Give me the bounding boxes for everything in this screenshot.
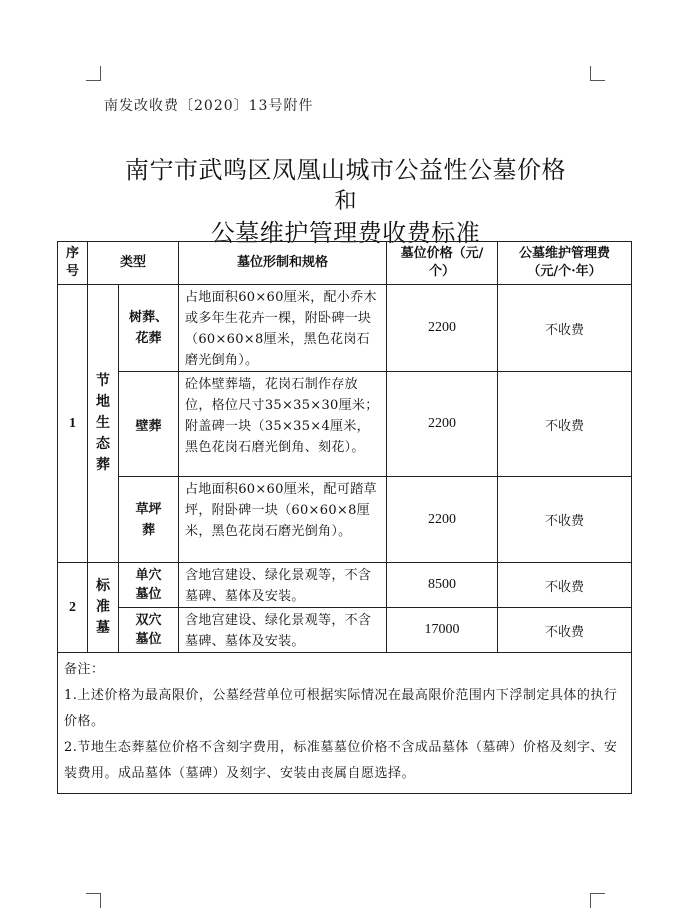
header-price: 墓位价格（元/个） — [387, 242, 498, 285]
document-title-line-2: 和 — [334, 189, 357, 214]
row-subtype: 双穴墓位 — [119, 608, 179, 653]
notes-cell — [58, 653, 632, 794]
row-price: 2200 — [387, 477, 498, 563]
crop-mark-bottom-right — [590, 893, 605, 908]
table-row — [58, 563, 632, 608]
row-price: 17000 — [387, 608, 498, 653]
header-spec: 墓位形制和规格 — [179, 242, 387, 285]
notes-heading: 备注： — [64, 662, 105, 677]
row-subtype: 壁葬 — [119, 372, 179, 477]
note-item: 2.节地生态葬墓位价格不含刻字费用，标准墓墓位价格不含成品墓体（墓碑）价格及刻字、安装费用。成品墓体（墓碑）及刻字、安装由丧属自愿选择。 — [64, 740, 618, 781]
row-spec: 占地面积60×60厘米，配小乔木或多年生花卉一棵，附卧碑一块（60×60×8厘米，黑色花岗石磨光倒角）。 — [179, 285, 387, 372]
crop-mark-top-right — [590, 66, 605, 81]
table-header-row — [58, 242, 632, 285]
group-seq: 2 — [58, 563, 88, 653]
crop-mark-bottom-left — [86, 893, 101, 908]
attachment-label: 南发改收费〔2020〕13号附件 — [104, 98, 314, 114]
row-spec: 含地宫建设、绿化景观等，不含墓碑、墓体及安装。 — [179, 563, 387, 608]
document-title-line-3: 公墓维护管理费收费标准 — [210, 219, 481, 247]
header-type: 类型 — [88, 242, 179, 285]
row-price: 2200 — [387, 285, 498, 372]
table-row — [58, 477, 632, 563]
header-seq: 序号 — [58, 242, 88, 285]
row-maintenance: 不收费 — [498, 285, 632, 372]
row-spec: 含地宫建设、绿化景观等，不含墓碑、墓体及安装。 — [179, 608, 387, 653]
notes-row — [58, 653, 632, 794]
row-maintenance: 不收费 — [498, 477, 632, 563]
row-price: 8500 — [387, 563, 498, 608]
row-subtype: 单穴墓位 — [119, 563, 179, 608]
row-price: 2200 — [387, 372, 498, 477]
row-spec: 占地面积60×60厘米，配可踏草坪，附卧碑一块（60×60×8厘米，黑色花岗石磨光倒角）。 — [179, 477, 387, 563]
row-spec: 砼体壁葬墙，花岗石制作存放位，格位尺寸35×35×30厘米；附盖碑一块（35×35×4厘米，黑色花岗石磨光倒角、刻花）。 — [179, 372, 387, 477]
row-subtype: 草坪葬 — [119, 477, 179, 563]
table-row — [58, 285, 632, 372]
table-row — [58, 608, 632, 653]
note-item: 1.上述价格为最高限价，公墓经营单位可根据实际情况在最高限价范围内下浮制定具体的执行价格。 — [64, 688, 618, 729]
group-category: 节地生态葬 — [88, 285, 119, 563]
table-row — [58, 372, 632, 477]
group-seq: 1 — [58, 285, 88, 563]
row-maintenance: 不收费 — [498, 563, 632, 608]
crop-mark-top-left — [86, 66, 101, 81]
row-subtype: 树葬、花葬 — [119, 285, 179, 372]
row-maintenance: 不收费 — [498, 608, 632, 653]
group-category: 标准墓 — [88, 563, 119, 653]
header-maintenance: 公墓维护管理费（元/个·年） — [498, 242, 632, 285]
fee-table — [57, 241, 632, 794]
document-title-line-1: 南宁市武鸣区凤凰山城市公益性公墓价格 — [125, 156, 566, 184]
row-maintenance: 不收费 — [498, 372, 632, 477]
